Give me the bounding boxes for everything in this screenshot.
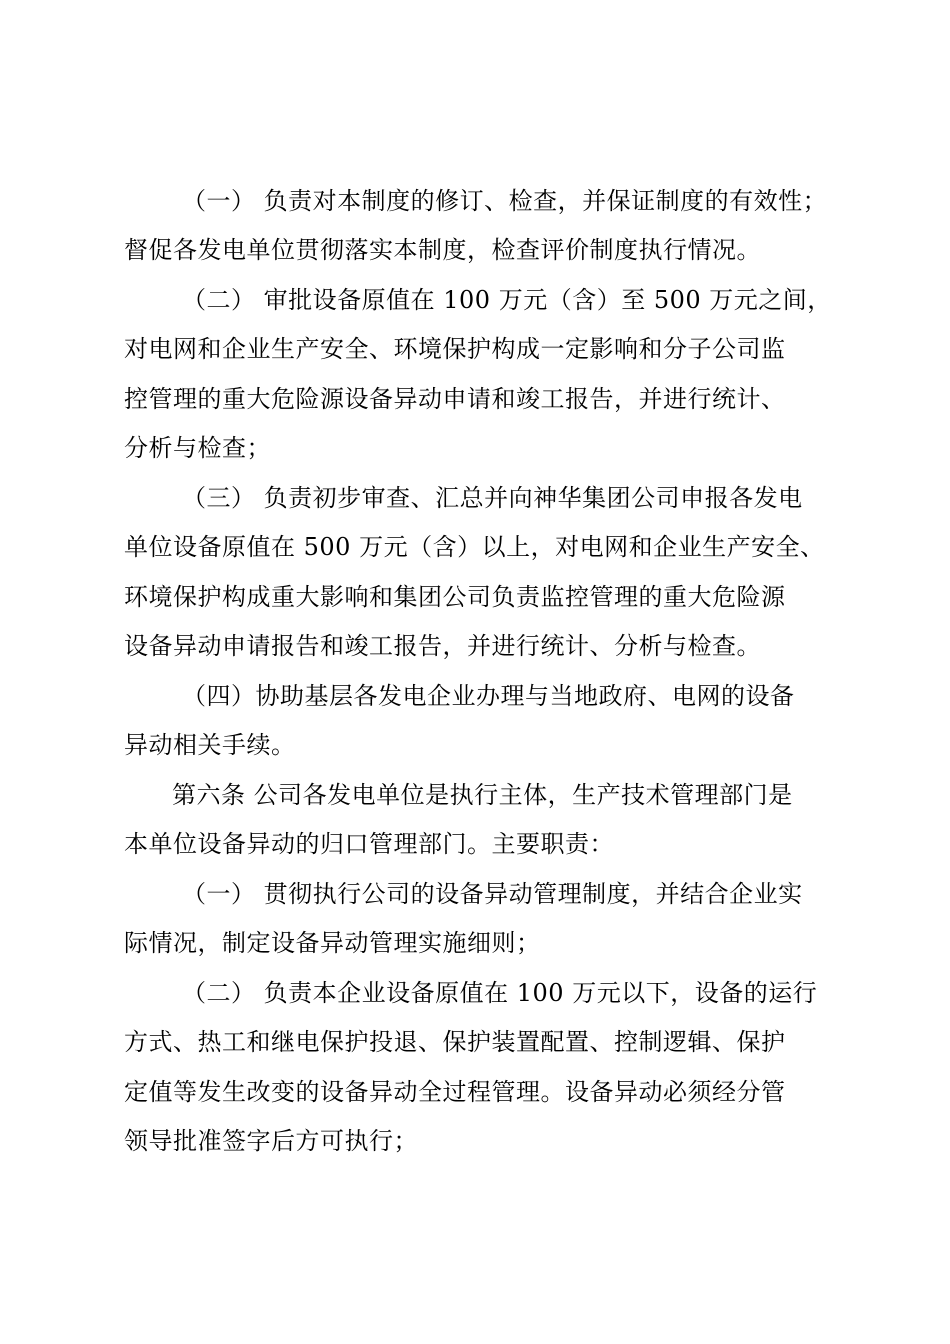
paragraph-line: 际情况，制定设备异动管理实施细则； — [124, 929, 541, 957]
paragraph-line: 督促各发电单位贯彻落实本制度，检查评价制度执行情况。 — [124, 236, 761, 264]
paragraph-line: （四）协助基层各发电企业办理与当地政府、电网的设备 — [182, 682, 795, 710]
paragraph-line: （二） 负责本企业设备原值在 100 万元以下，设备的运行 — [182, 979, 818, 1007]
paragraph-line: 环境保护构成重大影响和集团公司负责监控管理的重大危险源 — [124, 583, 786, 611]
paragraph-line: 对电网和企业生产安全、环境保护构成一定影响和分子公司监 — [124, 335, 786, 363]
paragraph-line: 异动相关手续。 — [124, 731, 296, 759]
paragraph-line: （三） 负责初步审查、汇总并向神华集团公司申报各发电 — [182, 484, 803, 512]
paragraph-line: 领导批准签字后方可执行； — [124, 1127, 418, 1155]
paragraph-line: 本单位设备异动的归口管理部门。主要职责： — [124, 830, 614, 858]
paragraph-line: 单位设备原值在 500 万元（含）以上，对电网和企业生产安全、 — [124, 533, 825, 561]
paragraph-line: 控管理的重大危险源设备异动申请和竣工报告，并进行统计、 — [124, 385, 786, 413]
paragraph-line: 设备异动申请报告和竣工报告，并进行统计、分析与检查。 — [124, 632, 761, 660]
paragraph-line: 方式、热工和继电保护投退、保护装置配置、控制逻辑、保护 — [124, 1028, 786, 1056]
paragraph-line: （一） 贯彻执行公司的设备异动管理制度，并结合企业实 — [182, 880, 803, 908]
paragraph-line: （一） 负责对本制度的修订、检查，并保证制度的有效性； — [182, 187, 828, 215]
paragraph-line: （二） 审批设备原值在 100 万元（含）至 500 万元之间， — [182, 286, 832, 314]
paragraph-line: 第六条 公司各发电单位是执行主体，生产技术管理部门是 — [172, 781, 793, 809]
paragraph-line: 定值等发生改变的设备异动全过程管理。设备异动必须经分管 — [124, 1078, 786, 1106]
paragraph-line: 分析与检查； — [124, 434, 271, 462]
